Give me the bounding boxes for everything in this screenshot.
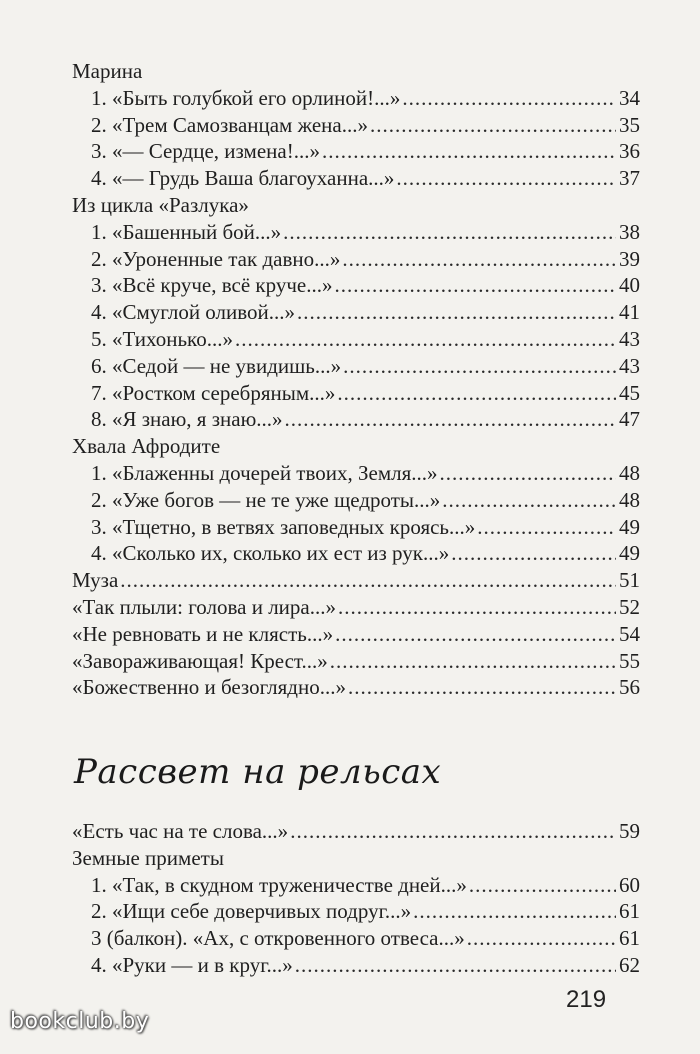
leader-dots [477,514,616,541]
leader-dots [451,540,616,567]
toc-entry[interactable] [72,165,640,192]
leader-dots [295,952,616,979]
entry-title: 3. «Всё круче, всё круче...» [91,273,333,298]
toc-entry[interactable] [72,138,640,165]
leader-dots [469,872,616,899]
entry-title: 8. «Я знаю, я знаю...» [91,407,283,432]
entry-title: 4. «Руки — и в круг...» [91,952,293,977]
leader-dots [370,112,616,139]
leader-dots [322,138,616,165]
leader-dots [337,380,616,407]
entry-title: «Есть час на те слова...» [72,819,289,843]
toc-entry[interactable] [72,952,640,979]
entry-page: 35 [619,112,640,137]
entry-title: 3. «Тщетно, в ветвях заповедных кроясь...» [91,514,476,539]
entry-title: 1. «Так, в скудном труженичестве дней...» [91,872,467,897]
entry-title: 4. «Сколько их, сколько их ест из рук...» [91,541,450,566]
toc-heading: Марина [72,59,143,83]
entry-page: 52 [619,594,640,619]
table-of-contents-part [72,818,640,979]
entry-page: 49 [619,541,640,566]
entry-page: 45 [619,380,640,405]
toc-entry[interactable] [72,872,640,899]
toc-entry[interactable] [72,621,640,648]
toc-entry[interactable] [72,487,640,514]
entry-page: 39 [619,246,640,271]
toc-entry[interactable] [72,219,640,246]
toc-entry[interactable] [72,540,640,567]
entry-title: 4. «Смуглой оливой...» [91,300,296,325]
page-number: 219 [566,986,607,1013]
entry-title: «Завораживающая! Крест...» [72,648,328,673]
leader-dots [120,567,616,594]
entry-title: 2. «Уроненные так давно...» [91,246,341,271]
entry-page: 37 [619,166,640,191]
toc-entry[interactable] [72,272,640,299]
toc-entry[interactable] [72,326,640,353]
toc-entry[interactable] [72,648,640,675]
leader-dots [285,406,616,433]
leader-dots [348,674,616,701]
entry-page: 55 [619,648,640,673]
toc-entry[interactable] [72,594,640,621]
toc-entry[interactable] [72,85,640,112]
watermark: bookclub.by [10,1009,150,1034]
toc-entry[interactable] [72,674,640,701]
leader-dots [342,246,616,273]
entry-page: 61 [619,899,640,924]
toc-entry[interactable] [72,380,640,407]
leader-dots [413,898,616,925]
entry-page: 60 [619,872,640,897]
entry-page: 61 [619,926,640,951]
entry-page: 34 [619,85,640,110]
entry-page: 51 [619,568,640,593]
entry-page: 38 [619,219,640,244]
toc-entry[interactable] [72,246,640,273]
entry-title: Муза [72,568,119,593]
toc-entry[interactable] [72,567,640,594]
entry-title: 7. «Ростком серебряным...» [91,380,336,405]
toc-entry[interactable] [72,925,640,952]
entry-title: 1. «Быть голубкой его орлиной!...» [91,85,401,110]
entry-title: 5. «Тихонько...» [91,326,233,351]
entry-page: 43 [619,353,640,378]
entry-title: 4. «— Грудь Ваша благоуханна...» [91,166,395,191]
leader-dots [442,487,616,514]
leader-dots [402,85,616,112]
leader-dots [343,353,616,380]
leader-dots [290,818,616,845]
toc-entry[interactable] [72,406,640,433]
toc-entry[interactable] [72,818,640,845]
entry-page: 47 [619,407,640,432]
entry-title: 3. «— Сердце, измена!...» [91,139,320,164]
toc-heading: Хвала Афродите [72,434,221,459]
leader-dots [330,648,616,675]
leader-dots [235,326,616,353]
entry-page: 36 [619,139,640,164]
toc-entry[interactable] [72,460,640,487]
leader-dots [334,272,616,299]
leader-dots [283,219,616,246]
toc-entry[interactable] [72,514,640,541]
toc-entry[interactable] [72,898,640,925]
entry-title: «Божественно и безоглядно...» [72,675,346,700]
entry-title: 1. «Башенный бой...» [91,219,282,244]
entry-page: 48 [619,487,640,512]
entry-page: 41 [619,300,640,325]
toc-entry[interactable] [72,112,640,139]
toc-heading: Из цикла «Разлука» [72,192,249,217]
toc-entry[interactable] [72,353,640,380]
table-of-contents [72,58,640,701]
entry-title: «Не ревновать и не клясть...» [72,621,334,646]
entry-title: 3 (балкон). «Ах, с откровенного отвеса...» [91,926,465,951]
toc-entry[interactable] [72,299,640,326]
entry-title: 6. «Седой — не увидишь...» [91,353,342,378]
leader-dots [335,621,616,648]
leader-dots [440,460,616,487]
entry-page: 40 [619,273,640,298]
entry-page: 56 [619,675,640,700]
entry-title: 2. «Ищи себе доверчивых подруг...» [91,899,412,924]
leader-dots [338,594,616,621]
entry-page: 54 [619,621,640,646]
entry-title: 2. «Уже богов — не те уже щедроты...» [91,487,441,512]
entry-title: 1. «Блаженны дочерей твоих, Земля...» [91,460,438,485]
leader-dots [396,165,616,192]
toc-heading: Земные приметы [72,845,224,870]
leader-dots [297,299,616,326]
entry-title: 2. «Трем Самозванцам жена...» [91,112,368,137]
entry-page: 59 [619,819,640,843]
entry-page: 62 [619,952,640,977]
leader-dots [467,925,616,952]
entry-page: 48 [619,460,640,485]
entry-title: «Так плыли: голова и лира...» [72,594,336,619]
part-title: Рассвет на рельсах [74,752,442,792]
entry-page: 43 [619,326,640,351]
entry-page: 49 [619,514,640,539]
